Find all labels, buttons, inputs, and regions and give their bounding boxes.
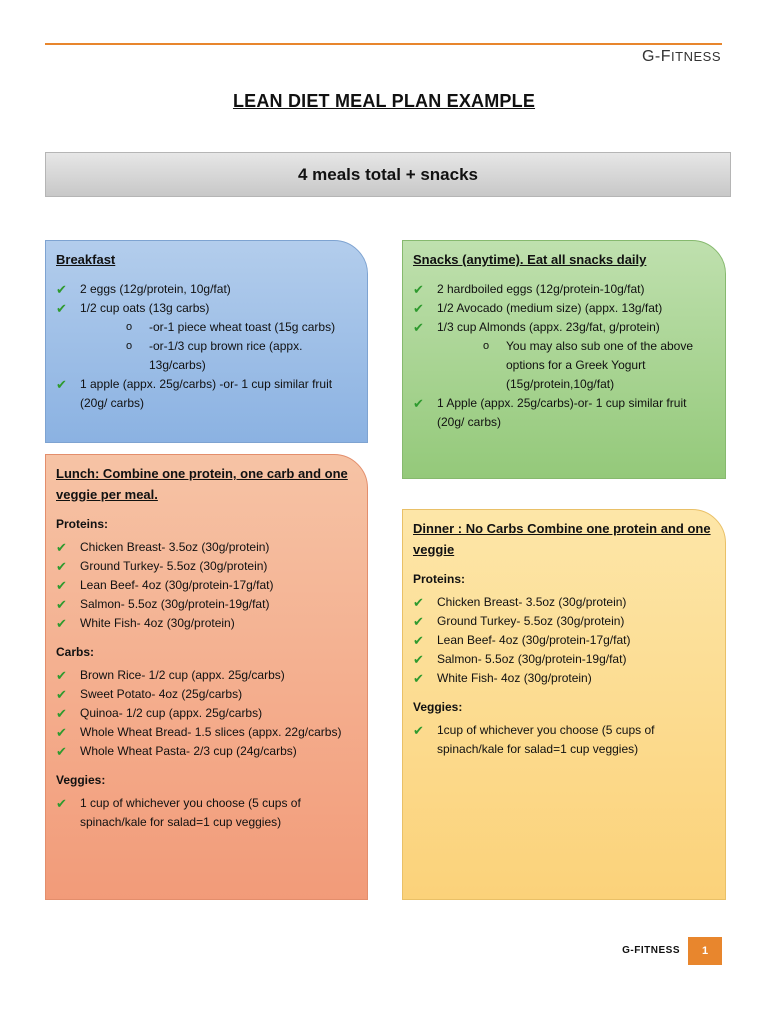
check-icon: ✔ (56, 301, 67, 316)
page-footer (0, 937, 768, 967)
list-item: ✔ Ground Turkey- 5.5oz (30g/protein) (413, 614, 625, 629)
list-item: ✔ White Fish- 4oz (30g/protein) (56, 616, 235, 631)
check-icon: ✔ (56, 597, 67, 612)
check-icon: ✔ (56, 578, 67, 593)
list-item: ✔ 1 Apple (appx. 25g/carbs)-or- 1 cup similar fruit (20g/ carbs) (413, 396, 687, 429)
sub-list-item: o -or-1 piece wheat toast (15g carbs) (126, 318, 355, 337)
list-item: ✔ Brown Rice- 1/2 cup (appx. 25g/carbs) (56, 668, 285, 683)
list-item: ✔ Ground Turkey- 5.5oz (30g/protein) (56, 559, 268, 574)
circle-bullet-icon: o (126, 340, 133, 352)
check-icon: ✔ (413, 282, 424, 297)
sub-list-item: o -or-1/3 cup brown rice (appx. 13g/carbs) (126, 339, 303, 372)
check-icon: ✔ (56, 668, 67, 683)
check-icon: ✔ (56, 796, 67, 811)
lunch-carbs-list (56, 666, 355, 761)
circle-bullet-icon: o (483, 340, 490, 352)
dinner-veggies-list (413, 721, 713, 759)
circle-bullet-icon: o (126, 321, 133, 333)
header-rule (45, 43, 722, 45)
sub-list-item: o You may also sub one of the above options for a Greek Yogurt (15g/protein,10g/fat) (483, 339, 694, 391)
check-icon: ✔ (413, 396, 424, 411)
list-item: ✔ Lean Beef- 4oz (30g/protein-17g/fat) (56, 578, 274, 593)
snacks-title: Snacks (anytime). Eat all snacks daily (413, 252, 647, 267)
dinner-proteins-list (413, 593, 713, 688)
list-item: ✔ White Fish- 4oz (30g/protein) (413, 671, 592, 686)
meals-banner: 4 meals total + snacks (45, 152, 731, 197)
list-item: ✔ 1/3 cup Almonds (appx. 23g/fat, g/protein) o You may also sub one of the above options for a Greek Yogurt (15g/protein,10g/fat) (413, 318, 713, 394)
page-number: 1 (688, 937, 722, 965)
list-item: ✔ Salmon- 5.5oz (30g/protein-19g/fat) (413, 652, 627, 667)
snacks-box (402, 240, 726, 479)
check-icon: ✔ (56, 282, 67, 297)
list-item: ✔ 2 hardboiled eggs (12g/protein-10g/fat) (413, 282, 645, 297)
breakfast-box (45, 240, 368, 443)
check-icon: ✔ (413, 723, 424, 738)
snacks-list (413, 280, 713, 432)
list-item: ✔ 1cup of whichever you choose (5 cups of spinach/kale for salad=1 cup veggies) (413, 723, 655, 756)
lunch-box (45, 454, 368, 900)
check-icon: ✔ (56, 559, 67, 574)
dinner-proteins-label: Proteins: (413, 572, 466, 586)
check-icon: ✔ (413, 633, 424, 648)
list-item: ✔ 1 cup of whichever you choose (5 cups of spinach/kale for salad=1 cup veggies) (56, 796, 301, 829)
list-item: ✔ 1 apple (appx. 25g/carbs) -or- 1 cup similar fruit (20g/ carbs) (56, 377, 333, 410)
footer-brand: G-FITNESS (622, 945, 680, 956)
check-icon: ✔ (413, 614, 424, 629)
lunch-veggies-label: Veggies: (56, 773, 106, 787)
check-icon: ✔ (413, 595, 424, 610)
list-item: ✔ 2 eggs (12g/protein, 10g/fat) (56, 282, 231, 297)
list-item: ✔ Whole Wheat Bread- 1.5 slices (appx. 22g/carbs) (56, 725, 342, 740)
dinner-box (402, 509, 726, 900)
list-item: ✔ Sweet Potato- 4oz (25g/carbs) (56, 687, 243, 702)
list-item: ✔ Whole Wheat Pasta- 2/3 cup (24g/carbs) (56, 744, 297, 759)
check-icon: ✔ (56, 540, 67, 555)
lunch-title: Lunch: Combine one protein, one carb and one veggie per meal. (56, 466, 348, 502)
page-title: LEAN DIET MEAL PLAN EXAMPLE (232, 91, 536, 111)
lunch-proteins-label: Proteins: (56, 517, 109, 531)
list-item: ✔ Chicken Breast- 3.5oz (30g/protein) (413, 595, 627, 610)
list-item: ✔ 1/2 cup oats (13g carbs) o -or-1 piece wheat toast (15g carbs) o -or-1/3 cup brown rice (appx. 13g/carbs) (56, 299, 355, 375)
list-item: ✔ Lean Beef- 4oz (30g/protein-17g/fat) (413, 633, 631, 648)
list-item: ✔ Salmon- 5.5oz (30g/protein-19g/fat) (56, 597, 270, 612)
header-brand: G-FITNESS (641, 48, 721, 65)
list-item: ✔ Chicken Breast- 3.5oz (30g/protein) (56, 540, 270, 555)
check-icon: ✔ (413, 671, 424, 686)
check-icon: ✔ (56, 377, 67, 392)
check-icon: ✔ (56, 725, 67, 740)
check-icon: ✔ (56, 616, 67, 631)
dinner-veggies-label: Veggies: (413, 700, 463, 714)
check-icon: ✔ (56, 687, 67, 702)
lunch-carbs-label: Carbs: (56, 645, 95, 659)
check-icon: ✔ (413, 301, 424, 316)
check-icon: ✔ (56, 706, 67, 721)
check-icon: ✔ (56, 744, 67, 759)
lunch-proteins-list (56, 538, 355, 633)
lunch-veggies-list (56, 794, 355, 832)
check-icon: ✔ (413, 320, 424, 335)
check-icon: ✔ (413, 652, 424, 667)
list-item: ✔ 1/2 Avocado (medium size) (appx. 13g/fat) (413, 301, 663, 316)
list-item: ✔ Quinoa- 1/2 cup (appx. 25g/carbs) (56, 706, 263, 721)
breakfast-list (56, 280, 355, 413)
dinner-title: Dinner : No Carbs Combine one protein and one veggie (413, 521, 711, 557)
breakfast-title: Breakfast (56, 252, 116, 267)
